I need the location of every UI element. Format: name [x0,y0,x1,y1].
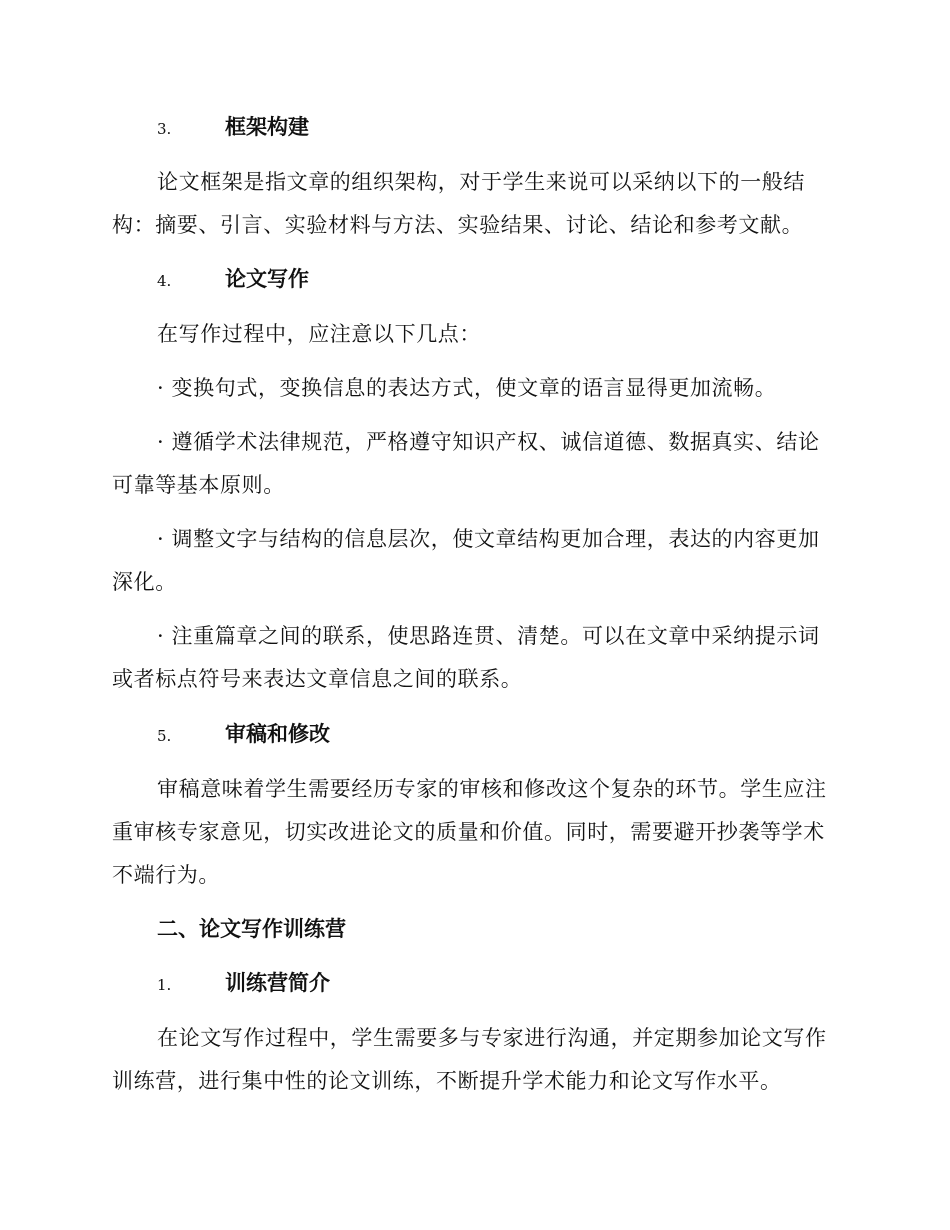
subsection-heading-1 [112,968,832,1000]
section-heading-3 [112,112,832,144]
section-number: 3. [157,120,172,138]
paragraph: 审稿意味着学生需要经历专家的审核和修改这个复杂的环节。学生应注重审核专家意见，切实改进论文的质量和价值。同时，需要避开抄袭等学术不端行为。 [112,777,827,887]
paragraph: 在论文写作过程中，学生需要多与专家进行沟通，并定期参加论文写作训练营，进行集中性的论文训练，不断提升学术能力和论文写作水平。 [112,1026,827,1093]
paragraph: 在写作过程中，应注意以下几点： [157,322,481,346]
section-title: 审稿和修改 [225,721,330,746]
paragraph: 论文框架是指文章的组织架构，对于学生来说可以采纳以下的一般结构：摘要、引言、实验材料与方法、实验结果、讨论、结论和参考文献。 [112,170,805,237]
section-number: 1. [157,976,172,994]
section-title: 框架构建 [225,114,309,139]
bullet-item: · 变换句式，变换信息的表达方式，使文章的语言显得更加流畅。 [157,376,777,400]
section-number: 5. [157,727,172,745]
part-title: 二、论文写作训练营 [157,916,346,941]
section-title: 训练营简介 [225,970,330,995]
bullet-item: · 注重篇章之间的联系，使思路连贯、清楚。可以在文章中采纳提示词或者标点符号来表达文章信息之间的联系。 [112,624,820,691]
section-heading-4 [112,264,832,296]
section-heading-5 [112,719,832,751]
bullet-item: · 遵循学术法律规范，严格遵守知识产权、诚信道德、数据真实、结论可靠等基本原则。 [112,430,820,497]
section-title: 论文写作 [225,266,309,291]
section-number: 4. [157,272,172,290]
bullet-item: · 调整文字与结构的信息层次，使文章结构更加合理，表达的内容更加深化。 [112,527,820,594]
